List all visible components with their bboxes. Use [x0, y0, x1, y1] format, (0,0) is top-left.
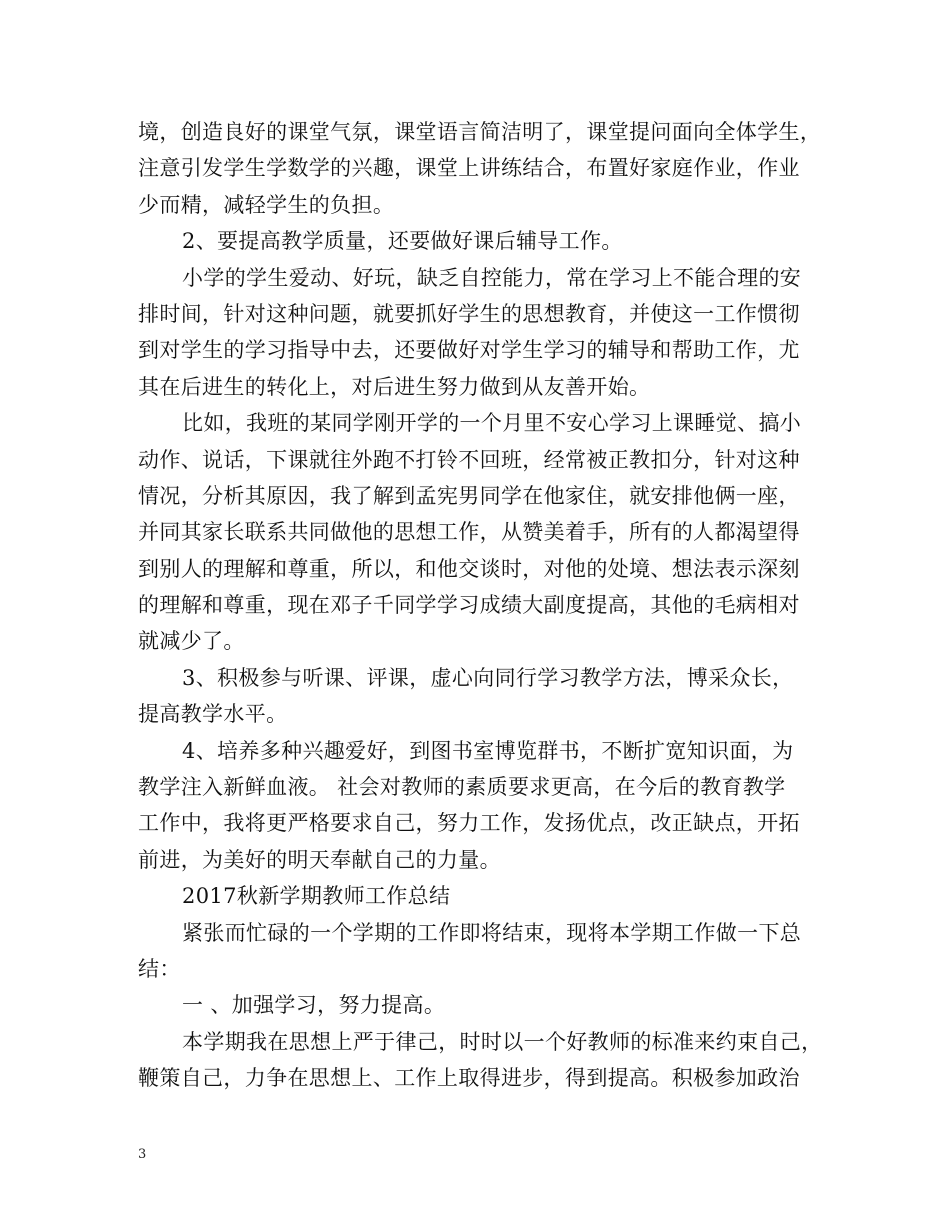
body-text: [138, 114, 828, 1097]
text-line: 比如，我班的某同学刚开学的一个月里不安心学习上课睡觉、搞小: [182, 411, 802, 436]
text-line: 结：: [138, 956, 181, 981]
text-line: 4、培养多种兴趣爱好，到图书室博览群书，不断扩宽知识面，为: [182, 738, 794, 763]
text-line: 到对学生的学习指导中去，还要做好对学生学习的辅导和帮助工作，尤: [138, 338, 800, 363]
text-line: 紧张而忙碌的一个学期的工作即将结束，现将本学期工作做一下总: [182, 920, 802, 945]
text-line: 提高教学水平。: [138, 702, 288, 727]
text-line: 2、要提高教学质量，还要做好课后辅导工作。: [182, 229, 623, 254]
text-line: 动作、说话，下课就往外跑不打铃不回班，经常被正教扣分，针对这种: [138, 447, 800, 472]
text-line: 注意引发学生学数学的兴趣，课堂上讲练结合，布置好家庭作业，作业: [138, 156, 800, 181]
text-line: 的理解和尊重，现在邓子千同学学习成绩大副度提高，其他的毛病相对: [138, 593, 800, 618]
section-heading: 2017秋新学期教师工作总结: [182, 884, 451, 909]
text-line: 本学期我在思想上严于律己，时时以一个好教师的标准来约束自己，: [182, 1029, 823, 1054]
text-line: 鞭策自己，力争在思想上、工作上取得进步，得到提高。积极参加政治: [138, 1066, 800, 1091]
text-line: 工作中，我将更严格要求自己，努力工作，发扬优点，改正缺点，开拓: [138, 811, 800, 836]
text-line: 境，创造良好的课堂气氛，课堂语言简洁明了，课堂提问面向全体学生，: [138, 120, 822, 144]
text-line: 就减少了。: [138, 629, 245, 654]
page-number: 3: [138, 1147, 147, 1162]
text-line: 并同其家长联系共同做他的思想工作，从赞美着手，所有的人都渴望得: [138, 520, 800, 545]
text-line: 前进，为美好的明天奉献自己的力量。: [138, 847, 501, 872]
text-line: 到别人的理解和尊重，所以，和他交谈时，对他的处境、想法表示深刻: [138, 556, 800, 581]
text-line: 情况，分析其原因，我了解到孟宪男同学在他家住，就安排他俩一座，: [138, 483, 800, 508]
text-line: 少而精，减轻学生的负担。: [138, 192, 395, 217]
text-line: 小学的学生爱动、好玩，缺乏自控能力，常在学习上不能合理的安: [182, 265, 802, 290]
text-line: 排时间，针对这种问题，就要抓好学生的思想教育，并使这一工作惯彻: [138, 301, 800, 326]
section-heading: 一 、加强学习，努力提高。: [182, 993, 446, 1018]
text-line: 教学注入新鲜血液。 社会对教师的素质要求更高，在今后的教育教学: [138, 775, 786, 800]
text-line: 其在后进生的转化上，对后进生努力做到从友善开始。: [138, 374, 651, 399]
text-line: 3、积极参与听课、评课，虚心向同行学习教学方法，博采众长，: [182, 665, 794, 690]
